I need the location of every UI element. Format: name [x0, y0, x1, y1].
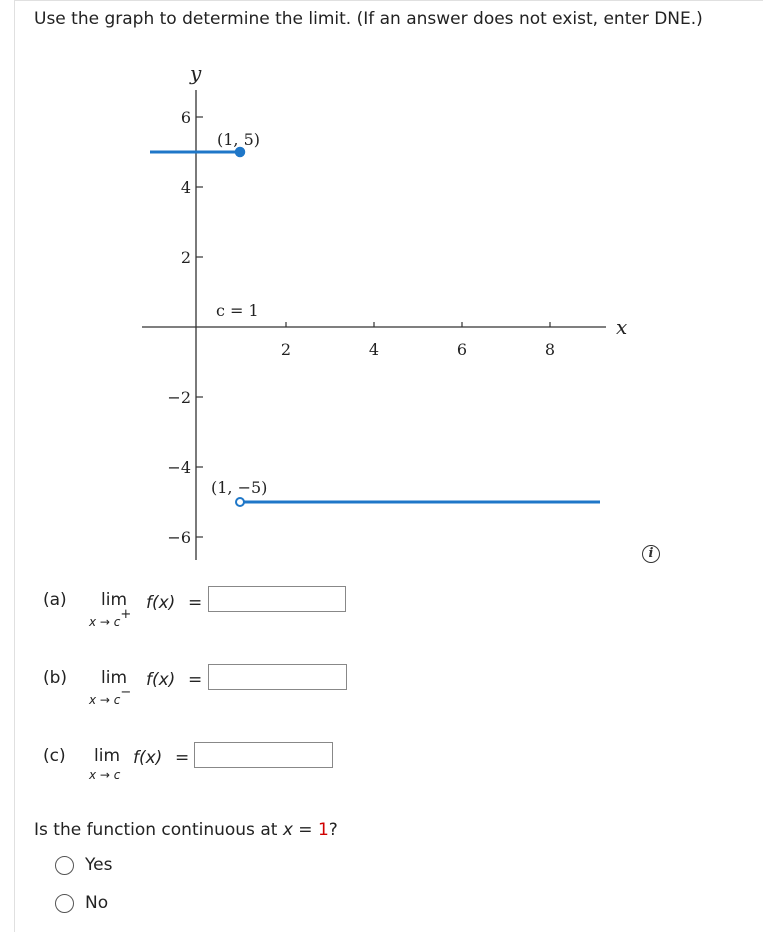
y-tick-4: 4: [180, 178, 191, 197]
part-a-sup: +: [120, 607, 132, 622]
part-a-equals: =: [188, 593, 203, 613]
question-value: 1: [317, 820, 329, 840]
part-c-answer-input[interactable]: [194, 742, 333, 768]
part-a-lim-subscript: [89, 607, 132, 630]
x-tick-4: 4: [368, 340, 380, 359]
y-tick-2: 2: [180, 248, 191, 267]
c-label: c = 1: [216, 301, 259, 320]
lower-open-point: [236, 498, 244, 506]
x-tick-labels: [281, 340, 555, 359]
part-a-label: (a): [43, 590, 67, 610]
x-tick-6: 6: [456, 340, 468, 359]
x-axis-label: x: [616, 315, 628, 339]
y-axis-label: y: [190, 61, 202, 85]
upper-point-label: (1, 5): [217, 130, 261, 149]
part-c-label: (c): [43, 746, 66, 766]
question-eq: =: [292, 820, 318, 840]
part-b-sub: x → c: [89, 693, 121, 707]
part-c-function: f(x): [133, 748, 163, 768]
part-c-lim-subscript: [89, 768, 120, 783]
part-c-lim: lim: [94, 746, 121, 766]
part-c-equals: =: [175, 748, 190, 768]
y-tick-neg2: −2: [167, 388, 191, 407]
part-b-label: (b): [43, 668, 68, 688]
part-a-answer-input[interactable]: [208, 586, 346, 612]
y-tick-neg6: −6: [167, 528, 191, 547]
y-tick-6: 6: [180, 108, 191, 127]
info-icon[interactable]: i: [642, 545, 660, 563]
part-b-answer-input[interactable]: [208, 664, 347, 690]
part-b-equals: =: [188, 670, 203, 690]
option-no[interactable]: [55, 893, 108, 913]
part-b-sup: −: [120, 685, 132, 700]
question-text-pre: Is the function continuous at: [34, 820, 283, 840]
part-b-lim: lim: [101, 668, 128, 688]
radio-yes[interactable]: [55, 856, 74, 875]
y-tick-neg4: −4: [167, 458, 191, 477]
part-a-function: f(x): [146, 593, 176, 613]
part-b-function: f(x): [146, 670, 176, 690]
question-var: x: [282, 820, 293, 840]
option-yes[interactable]: [55, 855, 112, 875]
option-no-label: No: [85, 893, 109, 913]
radio-no[interactable]: [55, 894, 74, 913]
x-ticks: [286, 322, 550, 327]
lower-point-label: (1, −5): [211, 478, 268, 497]
x-tick-2: 2: [280, 340, 292, 359]
part-a-sub: x → c: [89, 615, 121, 629]
part-a-lim: lim: [101, 590, 128, 610]
continuity-question: [34, 820, 338, 840]
instructions-text: Use the graph to determine the limit. (If an answer does not exist, enter DNE.): [34, 9, 703, 29]
part-b-lim-subscript: [89, 685, 132, 708]
part-c-sub: x → c: [89, 768, 121, 782]
question-text-post: ?: [328, 820, 338, 840]
option-yes-label: Yes: [85, 855, 113, 875]
x-tick-8: 8: [544, 340, 556, 359]
